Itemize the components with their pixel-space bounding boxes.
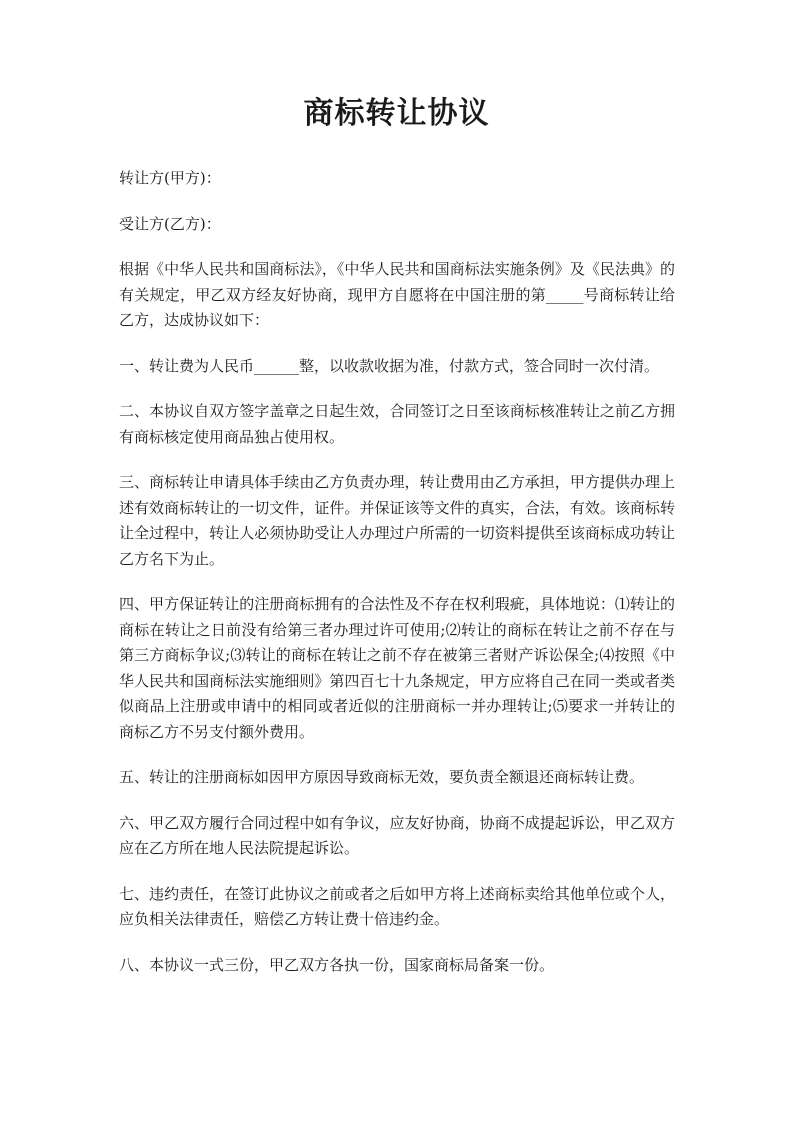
- preamble-paragraph: 根据《中华人民共和国商标法》，《中华人民共和国商标法实施条例》及《民法典》的有关规定，甲乙双方经友好协商，现甲方自愿将在中国注册的第_____号商标转让给乙方，达成协议如下：: [119, 260, 675, 329]
- clause-4: 四、甲方保证转让的注册商标拥有的合法性及不存在权利瑕疵，具体地说：⑴转让的商标在转让之日前没有给第三者办理过许可使用;⑵转让的商标在转让之前不存在与第三方商标争议;⑶转让的商标在转让之前不存在被第三者财产诉讼保全;⑷按照《中华人民共和国商标法实施细则》第四百七十九条规定，甲方应将自己在同一类或者类似商品上注册或申请中的相同或者近似的注册商标一并办理转让;⑸要求一并转让的商标乙方不另支付额外费用。: [119, 595, 675, 741]
- clause-5: 五、转让的注册商标如因甲方原因导致商标无效，要负责全额退还商标转让费。: [119, 768, 645, 786]
- party-b-line: 受让方(乙方)：: [119, 214, 221, 233]
- document-title: 商标转让协议: [303, 96, 490, 131]
- clause-3: 三、商标转让申请具体手续由乙方负责办理，转让费用由乙方承担，甲方提供办理上述有效商标转让的一切文件，证件。并保证该等文件的真实，合法，有效。该商标转让全过程中，转让人必须协助受让人办理过户所需的一切资料提供至该商标成功转让乙方名下为止。: [119, 473, 675, 568]
- party-a-line: 转让方(甲方)：: [119, 169, 221, 187]
- clause-8: 八、本协议一式三份，甲乙双方各执一份，国家商标局备案一份。: [119, 955, 555, 974]
- clause-1: 一、转让费为人民币______整，以收款收据为准，付款方式，签合同时一次付清。: [119, 356, 660, 375]
- clause-7: 七、违约责任，在签订此协议之前或者之后如甲方将上述商标卖给其他单位或个人，应负相关法律责任，赔偿乙方转让费十倍违约金。: [119, 884, 675, 928]
- clause-2: 二、本协议自双方签字盖章之日起生效，合同签订之日至该商标核准转让之前乙方拥有商标核定使用商品独占使用权。: [119, 402, 675, 446]
- clause-6: 六、甲乙双方履行合同过程中如有争议，应友好协商，协商不成提起诉讼，甲乙双方应在乙方所在地人民法院提起诉讼。: [119, 813, 675, 857]
- document-body: [119, 166, 675, 998]
